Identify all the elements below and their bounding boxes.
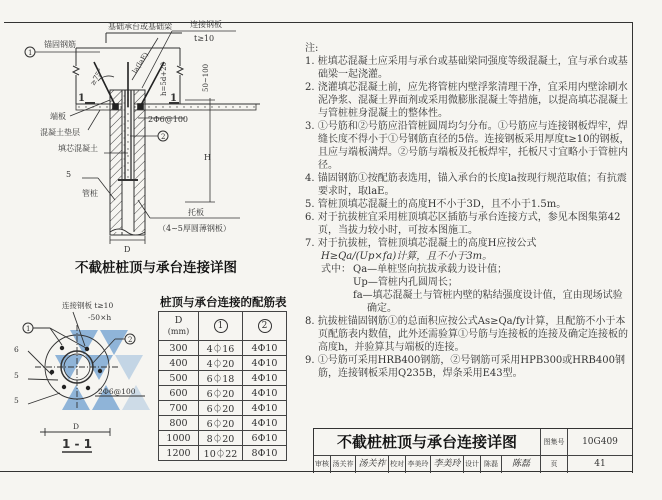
gap-dimension: 50~100 [202, 63, 210, 92]
header-diameter: D (mm) [159, 312, 199, 341]
table-row: 800 6⏀20 4Φ10 [159, 416, 287, 431]
atlas-no-label: 图集号 [541, 429, 568, 456]
section-bar1-number: 1 [26, 325, 31, 333]
weld-5b-label: 5 [14, 396, 19, 405]
design-label: 设计 [464, 456, 481, 473]
checker-name: 李美玲 [406, 456, 431, 473]
plate-thickness-label: t≥10 [194, 34, 215, 43]
note-item: 7. 对于抗拔桩，管桩顶填芯混凝土的高度H应按公式 [305, 238, 537, 249]
height-label: H [204, 153, 211, 162]
table-row: 400 4⏀20 4Φ10 [159, 356, 287, 371]
cap-label: 基础承台或基础梁 [108, 22, 172, 31]
weld-label: 5 [66, 170, 72, 179]
note-item: 9. ①号筋可采用HRB400钢筋，②号钢筋可采用HPB300或HRB400钢筋，连接钢板采用Q235B，焊条采用E43型。 [305, 355, 625, 379]
section-1-1-drawing [0, 0, 158, 480]
note-variable: Qa—单桩竖向抗拔承载力设计值； [353, 264, 508, 275]
plate-height-label: h=5d+20 [160, 61, 168, 96]
section-mark-right: 1 [170, 93, 177, 104]
support-plate-label: 托板 [188, 208, 204, 217]
section-stirrup-label: 2Φ6@100 [98, 387, 136, 396]
support-plate-note: （4~5厚圆薄钢板） [158, 224, 231, 233]
note-where-row [305, 263, 630, 276]
bar2-number: 2 [161, 133, 166, 141]
note-item: 8. 抗拔桩锚固钢筋①的总面积应按公式As≥Qa/fy计算，且配筋不小于本页配筋表内数值，此外还需验算①号筋与连接板的连接及确定连接板的高度h，并验算其与端板的连接。 [305, 316, 628, 353]
table-row: 600 6⏀20 4Φ10 [159, 386, 287, 401]
note-item: 5. 管桩顶填芯混凝土的高度H不小于3D，且不小于1.5m。 [305, 199, 567, 210]
note-item: 1. 桩填芯混凝土应采用与承台或基础梁同强度等级混凝土，宜与承台或基础梁一起浇灌。 [305, 56, 628, 80]
section-plate-label: 连接钢板 t≥10 [62, 301, 114, 310]
note-formula: H≥Qa/(Up×fa)计算，且不小于3m。 [321, 251, 493, 262]
note-variable: fa—填芯混凝土与管桩内壁的粘结强度设计值，宜由现场试验确定。 [353, 290, 623, 314]
weld-6-label: 6 [14, 345, 19, 354]
note-where: 式中： [321, 264, 351, 275]
header-bar2: 2 [243, 312, 287, 341]
note-item: 6. 对于抗拔桩宜采用桩顶填芯区插筋与承台连接方式，参见本图集第42页，当拔力较小时，可按本图施工。 [305, 212, 621, 236]
notes [305, 42, 630, 380]
reviewer-name: 汤关祚 [331, 456, 356, 473]
stirrup-label: 2Φ6@100 [148, 115, 189, 124]
table-row: 500 6⏀18 4Φ10 [159, 371, 287, 386]
fill-concrete-label: 填芯混凝土 [58, 144, 98, 153]
designer-signature: 陈磊 [502, 456, 541, 473]
diameter-label: D [124, 245, 131, 254]
weld-5a-label: 5 [14, 371, 19, 380]
notes-heading: 注: [305, 43, 319, 54]
section-plate-size: -50×h [88, 313, 112, 322]
section-diameter-label: D [73, 422, 80, 431]
designer-name: 陈磊 [481, 456, 502, 473]
section-mark-left: 1 [78, 93, 85, 104]
check-label: 校对 [389, 456, 406, 473]
title-block-title: 不截桩桩顶与承台连接详图 [314, 429, 541, 456]
header-bar1: 1 [199, 312, 243, 341]
note-item: 2. 浇灌填芯混凝土前，应先将管桩内壁浮浆清理干净，宜采用内壁涂刷水泥净浆、混凝土界面剂或采用微膨胀混凝土等措施，以提高填芯混凝土与管桩桩身混凝土的整体性。 [305, 82, 628, 119]
section-bar2-number: 2 [128, 336, 133, 344]
page-number: 41 [594, 459, 606, 469]
bar1-number: 1 [28, 49, 33, 57]
note-variable: Up—管桩内孔圆周长； [353, 277, 458, 288]
title-block [313, 428, 632, 473]
angle-label: ≥75° [88, 67, 105, 87]
table-row: 300 4⏀16 4Φ10 [159, 341, 287, 356]
detail-title: 不截桩桩顶与承台连接详图 [75, 260, 237, 276]
section-title: 1 - 1 [62, 437, 93, 451]
note-item: 3. ①号筋和②号筋应沿管桩圆周均匀分布。①号筋应与连接钢板焊牢，焊缝长度不得小于①号钢筋直径的5倍。连接钢板采用厚度t≥10的钢板，且应与端板满焊。②号筋与端板及托板焊牢，托板尺寸宜略小于管桩内径。 [305, 121, 630, 171]
note-item: 4. 锚固钢筋①按配筋表选用，锚入承台的长度la按现行规范取值；有抗震要求时，取laE。 [305, 173, 627, 197]
review-label: 审核 [314, 456, 331, 473]
cushion-label: 混凝土垫层 [40, 128, 80, 137]
table-row: 700 6⏀20 4Φ10 [159, 401, 287, 416]
anchor-length-label: la(laE) [130, 50, 151, 76]
table-row: 1200 10⏀22 8Φ10 [159, 446, 287, 461]
rebar-table-title: 桩顶与承台连接的配筋表 [160, 295, 287, 309]
anchor-bar-label: 锚固钢筋 [44, 40, 76, 49]
rebar-table [158, 311, 287, 461]
table-row: 1000 8⏀20 6Φ10 [159, 431, 287, 446]
plate-label: 连接钢板 [190, 20, 222, 29]
reviewer-signature: 汤关祚 [356, 456, 389, 473]
pile-label: 管桩 [82, 189, 98, 198]
end-plate-label: 端板 [50, 112, 66, 121]
checker-signature: 李美玲 [431, 456, 464, 473]
page-label: 页 [541, 456, 568, 473]
atlas-no: 10G409 [568, 429, 632, 456]
